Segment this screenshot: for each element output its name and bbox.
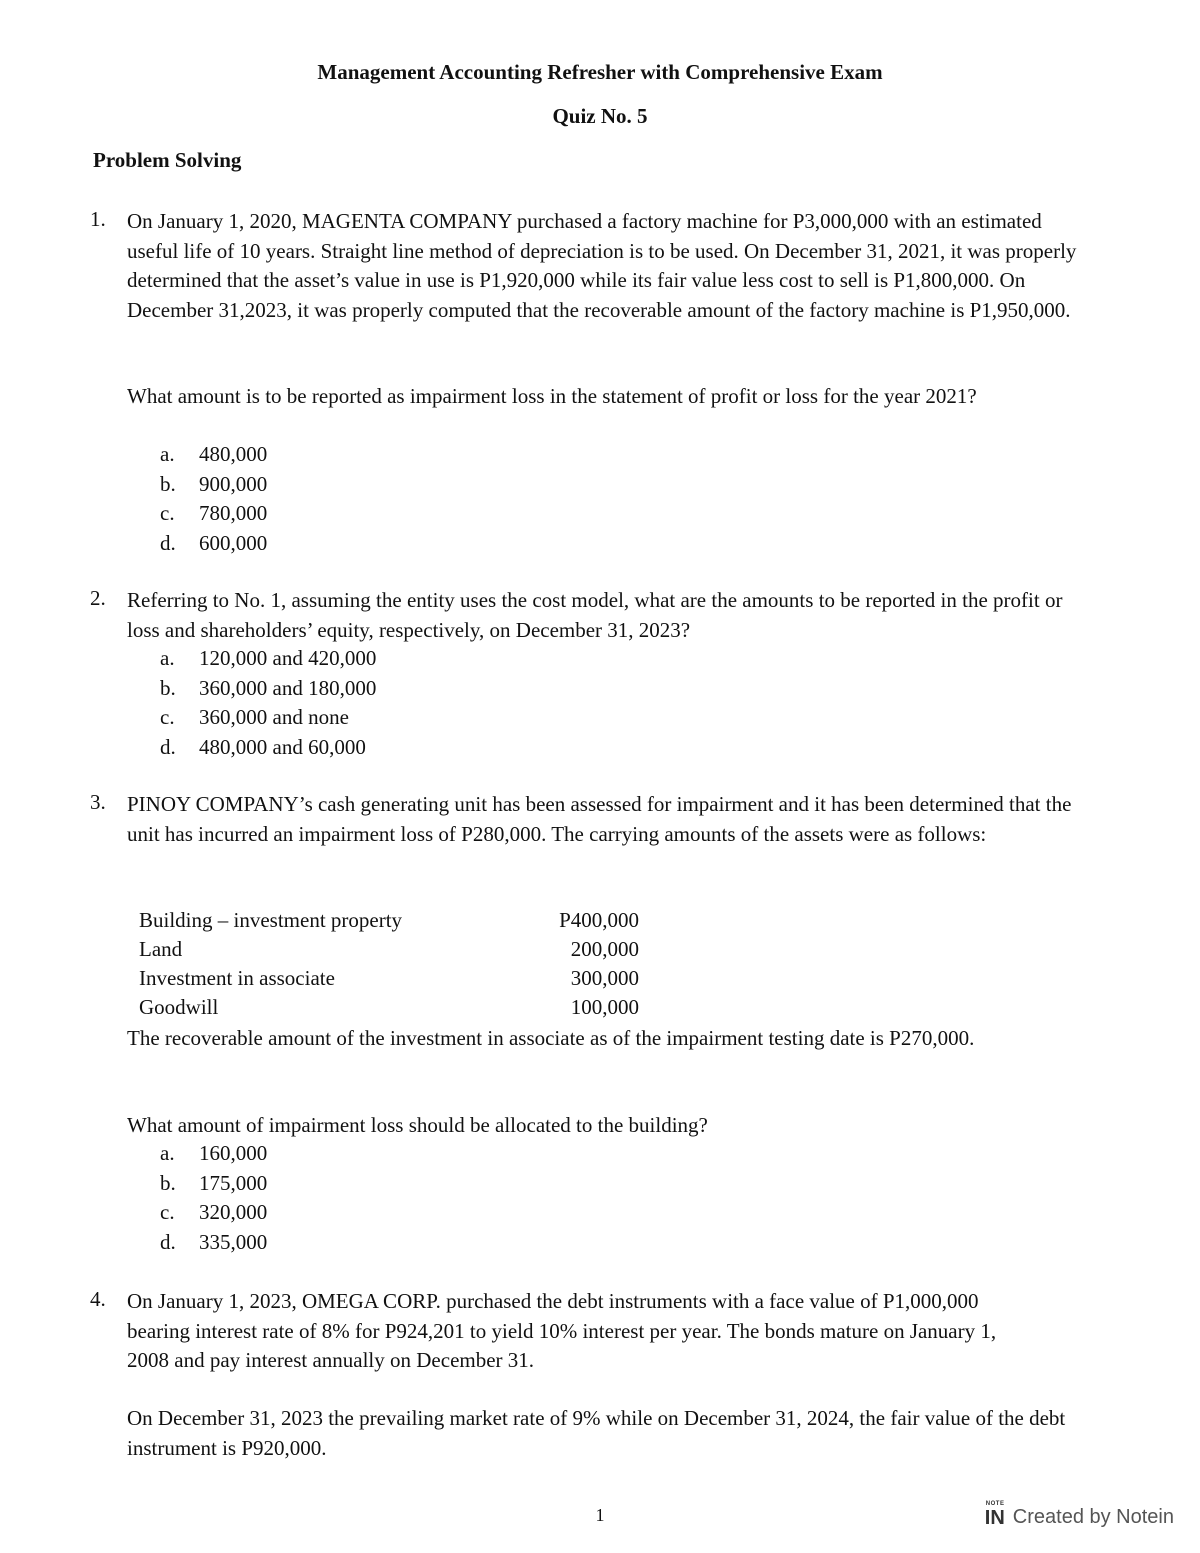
question-4-body: On January 1, 2023, OMEGA CORP. purchased the debt instruments with a face value of P1,000,000 bearing interest rate of 8% for P924,201 to yield 10% interest per year. The bonds mature on January 1, 2008 and pay interest annually on December 31. <box>127 1289 997 1372</box>
question-2-body: Referring to No. 1, assuming the entity uses the cost model, what are the amounts to be reported in the profit or loss and shareholders’ equity, respectively, on December 31, 2023? <box>127 588 1063 642</box>
option-text: 160,000 <box>199 1141 268 1165</box>
logo-small-text: NOTE <box>985 1501 1005 1507</box>
option <box>160 1198 267 1228</box>
question-1-body: On January 1, 2020, MAGENTA COMPANY purchased a factory machine for P3,000,000 with an estimated useful life of 10 years. Straight line method of depreciation is to be used. On December 31, 2021, it was properly determined that the asset’s value in use is P1,920,000 while its fair value less cost to sell is P1,800,000. On December 31,2023, it was properly computed that the recoverable amount of the factory machine is P1,950,000. <box>127 209 1077 322</box>
question-4-text-2 <box>127 1404 1087 1463</box>
asset-name: Land <box>139 937 183 961</box>
option-letter: c. <box>160 705 175 729</box>
question-1-options <box>160 440 267 558</box>
option-text: 780,000 <box>199 501 268 525</box>
question-3-options <box>160 1139 267 1257</box>
notein-watermark <box>984 1501 1174 1529</box>
table-row <box>139 993 639 1022</box>
option-text: 600,000 <box>199 530 268 555</box>
document-title: Management Accounting Refresher with Comprehensive Exam <box>317 60 883 84</box>
table-row <box>139 964 639 993</box>
option-letter: b. <box>160 675 176 700</box>
notein-logo-icon <box>984 1501 1007 1529</box>
option-letter: c. <box>160 501 175 525</box>
option <box>160 733 376 763</box>
option <box>160 470 267 500</box>
option-letter: b. <box>160 1170 176 1195</box>
question-4-body-2: On December 31, 2023 the prevailing market rate of 9% while on December 31, 2024, the fair value of the debt instrument is P920,000. <box>127 1406 1066 1460</box>
question-2-options <box>160 644 376 762</box>
asset-name: Investment in associate <box>139 966 335 990</box>
option-text: 335,000 <box>199 1229 268 1254</box>
table-row <box>139 906 639 935</box>
question-4-text <box>127 1287 1032 1376</box>
asset-amount: 300,000 <box>570 966 639 990</box>
option-letter: a. <box>160 1141 175 1165</box>
question-3-prompt <box>127 1111 1087 1141</box>
question-3-note <box>127 1024 1057 1054</box>
page-number: 1 <box>595 1505 605 1525</box>
question-1-number: 1. <box>90 207 106 231</box>
section-heading: Problem Solving <box>93 148 242 172</box>
option-text: 320,000 <box>199 1200 268 1224</box>
option <box>160 529 267 559</box>
option-letter: d. <box>160 530 176 555</box>
question-1-prompt <box>127 382 1067 412</box>
question-1-text <box>127 207 1087 325</box>
option <box>160 1228 267 1258</box>
question-3-question: What amount of impairment loss should be allocated to the building? <box>127 1113 708 1137</box>
watermark-text: Created by Notein <box>1012 1505 1174 1528</box>
option-letter: d. <box>160 734 176 759</box>
option-letter: a. <box>160 646 175 670</box>
question-3-note-text: The recoverable amount of the investment in associate as of the impairment testing date is P270,000. <box>127 1026 975 1050</box>
option-text: 900,000 <box>199 471 268 496</box>
carrying-amounts-table <box>139 906 639 1022</box>
option-text: 175,000 <box>199 1170 268 1195</box>
question-3-text <box>127 790 1072 849</box>
question-3-body: PINOY COMPANY’s cash generating unit has been assessed for impairment and it has been determined that the unit has incurred an impairment loss of P280,000. The carrying amounts of the assets were as follows: <box>127 792 1072 846</box>
asset-name: Goodwill <box>139 995 219 1019</box>
quiz-number: Quiz No. 5 <box>552 104 648 128</box>
option <box>160 1139 267 1169</box>
option <box>160 1169 267 1199</box>
table-row <box>139 935 639 964</box>
asset-amount: P400,000 <box>559 908 639 932</box>
option-letter: b. <box>160 471 176 496</box>
option-letter: d. <box>160 1229 176 1254</box>
question-3-number: 3. <box>90 790 106 814</box>
question-4-number: 4. <box>90 1287 106 1311</box>
option <box>160 674 376 704</box>
asset-amount: 100,000 <box>570 995 639 1019</box>
asset-name: Building – investment property <box>139 908 403 932</box>
option <box>160 440 267 470</box>
logo-mark: IN <box>984 1507 1005 1529</box>
option <box>160 499 267 529</box>
option-letter: c. <box>160 1200 175 1224</box>
option-text: 480,000 and 60,000 <box>199 734 366 759</box>
option-text: 360,000 and none <box>199 705 349 729</box>
option-text: 360,000 and 180,000 <box>199 675 377 700</box>
option-letter: a. <box>160 442 175 466</box>
question-1-question: What amount is to be reported as impairment loss in the statement of profit or loss for the year 2021? <box>127 384 977 408</box>
question-2-number: 2. <box>90 586 106 610</box>
asset-amount: 200,000 <box>570 937 639 961</box>
question-2-text <box>127 586 1072 645</box>
option-text: 120,000 and 420,000 <box>199 646 377 670</box>
option-text: 480,000 <box>199 442 268 466</box>
option <box>160 644 376 674</box>
option <box>160 703 376 733</box>
